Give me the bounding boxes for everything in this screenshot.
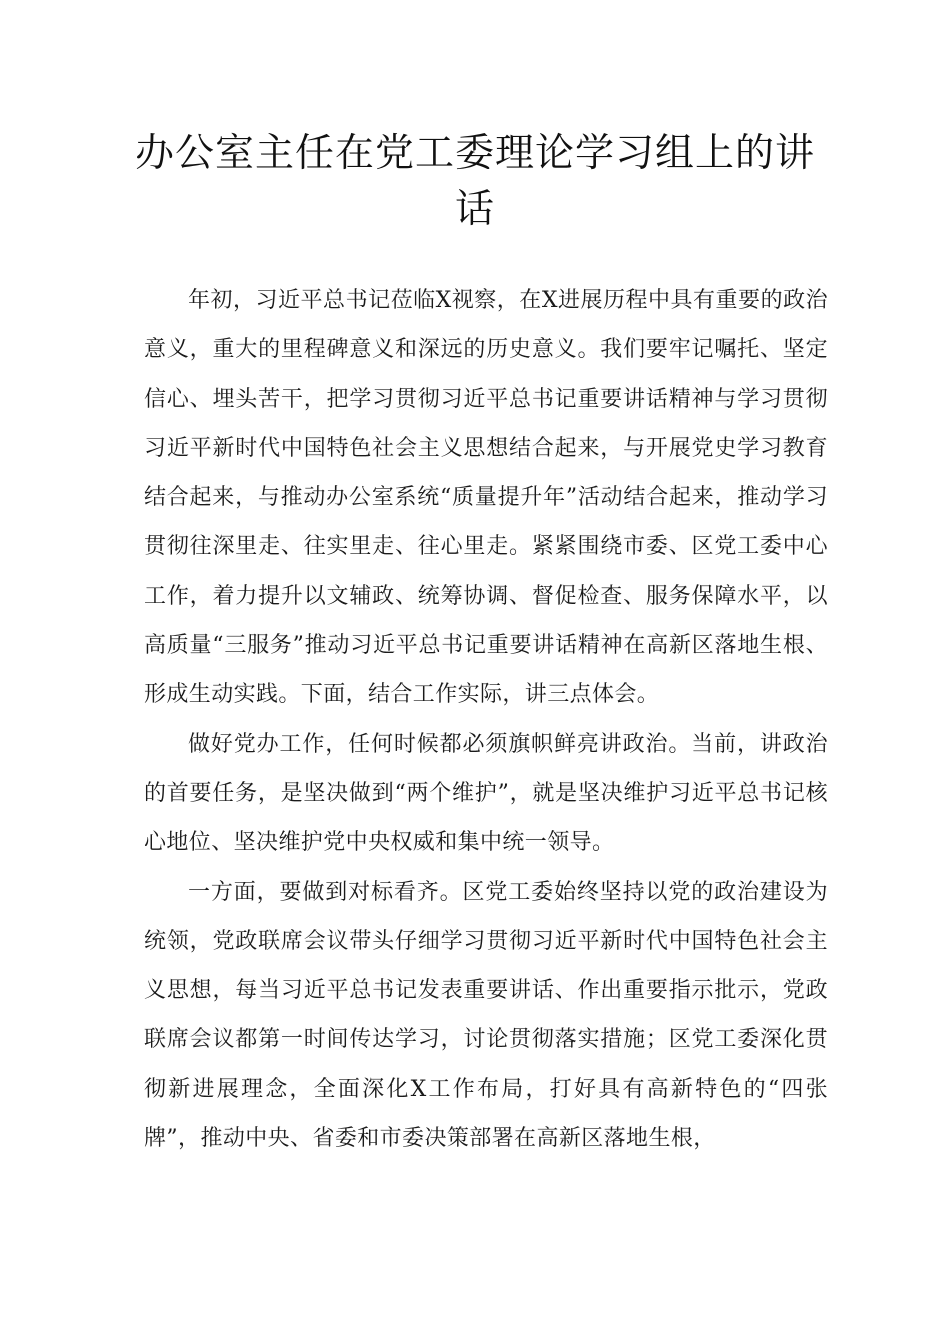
- paragraph-2: 做好党办工作，任何时候都必须旗帜鲜亮讲政治。当前，讲政治的首要任务，是坚决做到“两个维护”，就是坚决维护习近平总书记核心地位、坚决维护党中央权威和集中统一领导。: [144, 731, 828, 856]
- document-body: [144, 276, 828, 1163]
- paragraph-1: 年初，习近平总书记莅临X视察，在X进展历程中具有重要的政治意义，重大的里程碑意义和深远的历史意义。我们要牢记嘱托、坚定信心、埋头苦干，把学习贯彻习近平总书记重要讲话精神与学习贯彻习近平新时代中国特色社会主义思想结合起来，与开展党史学习教育结合起来，与推动办公室系统“质量提升年”活动结合起来，推动学习贯彻往深里走、往实里走、往心里走。紧紧围绕市委、区党工委中心工作，着力提升以文辅政、统筹协调、督促检查、服务保障水平，以高质量“三服务”推动习近平总书记重要讲话精神在高新区落地生根、形成生动实践。下面，结合工作实际，讲三点体会。: [144, 288, 828, 708]
- paragraph-3: 一方面，要做到对标看齐。区党工委始终坚持以党的政治建设为统领，党政联席会议带头仔细学习贯彻习近平新时代中国特色社会主义思想，每当习近平总书记发表重要讲话、作出重要指示批示，党政联席会议都第一时间传达学习，讨论贯彻落实措施；区党工委深化贯彻新进展理念，全面深化X工作布局，打好具有高新特色的“四张牌”，推动中央、省委和市委决策部署在高新区落地生根，: [144, 879, 828, 1152]
- document-title: 办公室主任在党工委理论学习组上的讲话: [134, 131, 815, 232]
